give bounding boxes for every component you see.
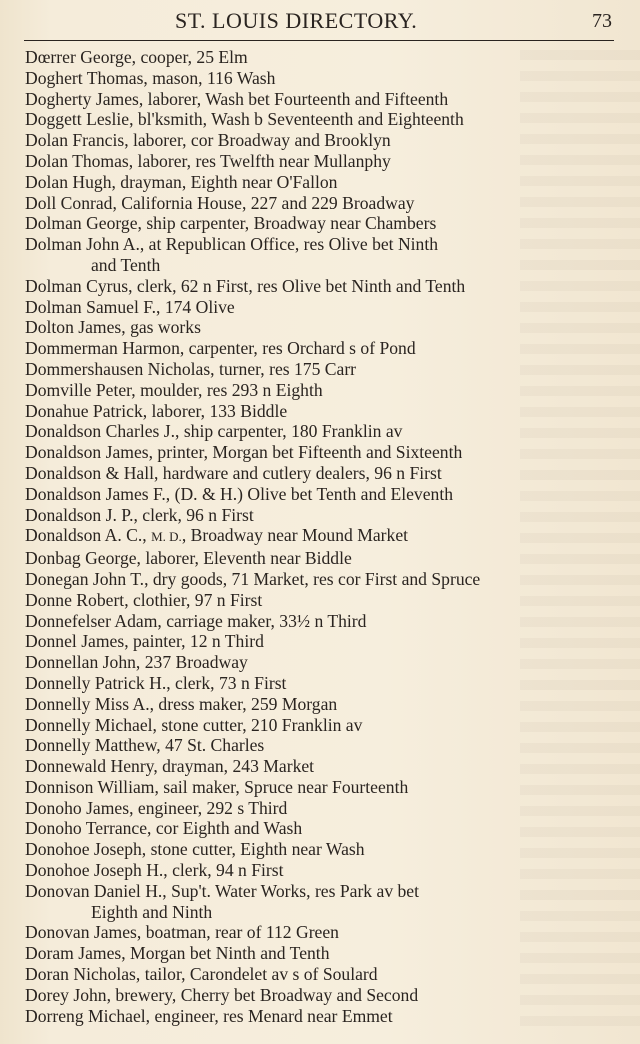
directory-entry — [25, 68, 615, 89]
entry-text: Donnelly Miss A., dress maker, 259 Morgan — [25, 693, 338, 714]
directory-entry — [25, 484, 615, 505]
directory-entry — [25, 818, 615, 839]
entry-text: Donaldson A. C., — [25, 525, 152, 546]
entry-title-abbrev: M. D. — [151, 529, 182, 545]
directory-entry — [25, 985, 615, 1006]
entry-text: Donaldson Charles J., ship carpenter, 180 Franklin av — [25, 421, 403, 442]
entry-text: Donoho Terrance, cor Eighth and Wash — [25, 818, 303, 839]
entry-text: Dommerman Harmon, carpenter, res Orchard s of Pond — [25, 338, 416, 359]
directory-entry — [25, 964, 615, 985]
entry-text: Doghert Thomas, mason, 116 Wash — [25, 67, 276, 88]
entry-text: Donoho James, engineer, 292 s Third — [25, 797, 288, 818]
entry-text: Donohoe Joseph, stone cutter, Eighth near Wash — [25, 839, 365, 860]
entry-text: Dorreng Michael, engineer, res Menard near Emmet — [25, 1005, 393, 1026]
entry-text: Donohoe Joseph H., clerk, 94 n First — [25, 860, 284, 881]
directory-entry — [25, 338, 615, 359]
directory-entry — [25, 193, 615, 214]
entry-continuation: Eighth and Ninth — [91, 901, 213, 922]
directory-entry — [25, 234, 615, 276]
entry-text: Dolan Francis, laborer, cor Broadway and Brooklyn — [25, 130, 391, 151]
directory-entry — [25, 694, 615, 715]
entry-text: Domville Peter, moulder, res 293 n Eighth — [25, 379, 323, 400]
directory-entry — [25, 569, 615, 590]
directory-entry — [25, 922, 615, 943]
directory-entry — [25, 839, 615, 860]
entry-text: Dolman John A., at Republican Office, res Olive bet Ninth — [25, 234, 439, 255]
entry-text: Dolan Hugh, drayman, Eighth near O'Fallon — [25, 171, 338, 192]
directory-entry — [25, 756, 615, 777]
entry-text: Doll Conrad, California House, 227 and 229 Broadway — [25, 192, 415, 213]
directory-entry — [25, 172, 615, 193]
entry-text: Donnel James, painter, 12 n Third — [25, 631, 264, 652]
entry-text: Doram James, Morgan bet Ninth and Tenth — [25, 943, 330, 964]
directory-entry — [25, 631, 615, 652]
directory-entry — [25, 276, 615, 297]
entry-text: Donnefelser Adam, carriage maker, 33½ n Third — [25, 610, 367, 631]
entry-text: Donnelly Michael, stone cutter, 210 Franklin av — [25, 714, 363, 735]
entry-text: Dœrrer George, cooper, 25 Elm — [25, 47, 248, 67]
directory-entry — [25, 47, 615, 68]
directory-entry — [25, 611, 615, 632]
directory-entry — [25, 89, 615, 110]
directory-entry — [25, 317, 615, 338]
entry-text-rest: , Broadway near Mound Market — [181, 525, 409, 546]
directory-entry — [25, 715, 615, 736]
directory-entry — [25, 151, 615, 172]
entry-text: Donaldson James F., (D. & H.) Olive bet Tenth and Eleventh — [25, 483, 454, 504]
directory-entry — [25, 735, 615, 756]
directory-entry — [25, 860, 615, 881]
directory-entry — [25, 673, 615, 694]
directory-entry — [25, 130, 615, 151]
entry-text: Dogherty James, laborer, Wash bet Fourteenth and Fifteenth — [25, 88, 449, 109]
page-title: ST. LOUIS DIRECTORY. — [175, 8, 418, 33]
entry-text: Doran Nicholas, tailor, Carondelet av s of Soulard — [25, 964, 378, 985]
directory-entry — [25, 777, 615, 798]
entry-text: Donnewald Henry, drayman, 243 Market — [25, 756, 315, 777]
entry-text: Dolman Cyrus, clerk, 62 n First, res Olive bet Ninth and Tenth — [25, 275, 466, 296]
directory-entry — [25, 548, 615, 569]
directory-entry — [25, 652, 615, 673]
entry-text: Donegan John T., dry goods, 71 Market, res cor First and Spruce — [25, 568, 481, 589]
header-rule — [24, 40, 614, 41]
directory-entry — [25, 463, 615, 484]
directory-entry — [25, 109, 615, 130]
directory-entry — [25, 380, 615, 401]
entry-text: Donnison William, sail maker, Spruce near Fourteenth — [25, 776, 409, 797]
entry-text: Donne Robert, clothier, 97 n First — [25, 589, 263, 610]
entry-text: Dommershausen Nicholas, turner, res 175 Carr — [25, 358, 357, 379]
entry-text: Dolman Samuel F., 174 Olive — [25, 296, 235, 317]
entry-text: Donaldson & Hall, hardware and cutlery dealers, 96 n First — [25, 462, 442, 483]
entry-text: Donaldson J. P., clerk, 96 n First — [25, 504, 254, 525]
directory-entry — [25, 505, 615, 526]
directory-entry — [25, 943, 615, 964]
directory-entries — [25, 47, 615, 1026]
directory-entry — [25, 401, 615, 422]
entry-text: Donnelly Patrick H., clerk, 73 n First — [25, 672, 287, 693]
entry-text: Donovan James, boatman, rear of 112 Green — [25, 922, 339, 943]
entry-text: Dorey John, brewery, Cherry bet Broadway and Second — [25, 984, 419, 1005]
entry-text: Donahue Patrick, laborer, 133 Biddle — [25, 400, 288, 421]
directory-entry — [25, 525, 615, 548]
directory-entry — [25, 798, 615, 819]
directory-entry — [25, 590, 615, 611]
directory-entry — [25, 297, 615, 318]
directory-entry — [25, 442, 615, 463]
directory-entry — [25, 213, 615, 234]
page-header — [0, 8, 640, 38]
entry-text: Dolman George, ship carpenter, Broadway near Chambers — [25, 213, 437, 234]
directory-entry — [25, 881, 615, 923]
entry-text: Donbag George, laborer, Eleventh near Biddle — [25, 548, 352, 569]
entry-text: Donovan Daniel H., Sup't. Water Works, res Park av bet — [25, 880, 420, 901]
page-number: 73 — [592, 10, 612, 32]
entry-text: Donaldson James, printer, Morgan bet Fifteenth and Sixteenth — [25, 442, 463, 463]
entry-text: Doggett Leslie, bl'ksmith, Wash b Seventeenth and Eighteenth — [25, 109, 464, 130]
directory-entry — [25, 1006, 615, 1027]
entry-text: Dolton James, gas works — [25, 317, 201, 338]
entry-text: Donnelly Matthew, 47 St. Charles — [25, 735, 265, 756]
directory-entry — [25, 421, 615, 442]
entry-continuation: and Tenth — [91, 254, 161, 275]
directory-entry — [25, 359, 615, 380]
entry-text: Dolan Thomas, laborer, res Twelfth near Mullanphy — [25, 150, 391, 171]
entry-text: Donnellan John, 237 Broadway — [25, 652, 248, 673]
